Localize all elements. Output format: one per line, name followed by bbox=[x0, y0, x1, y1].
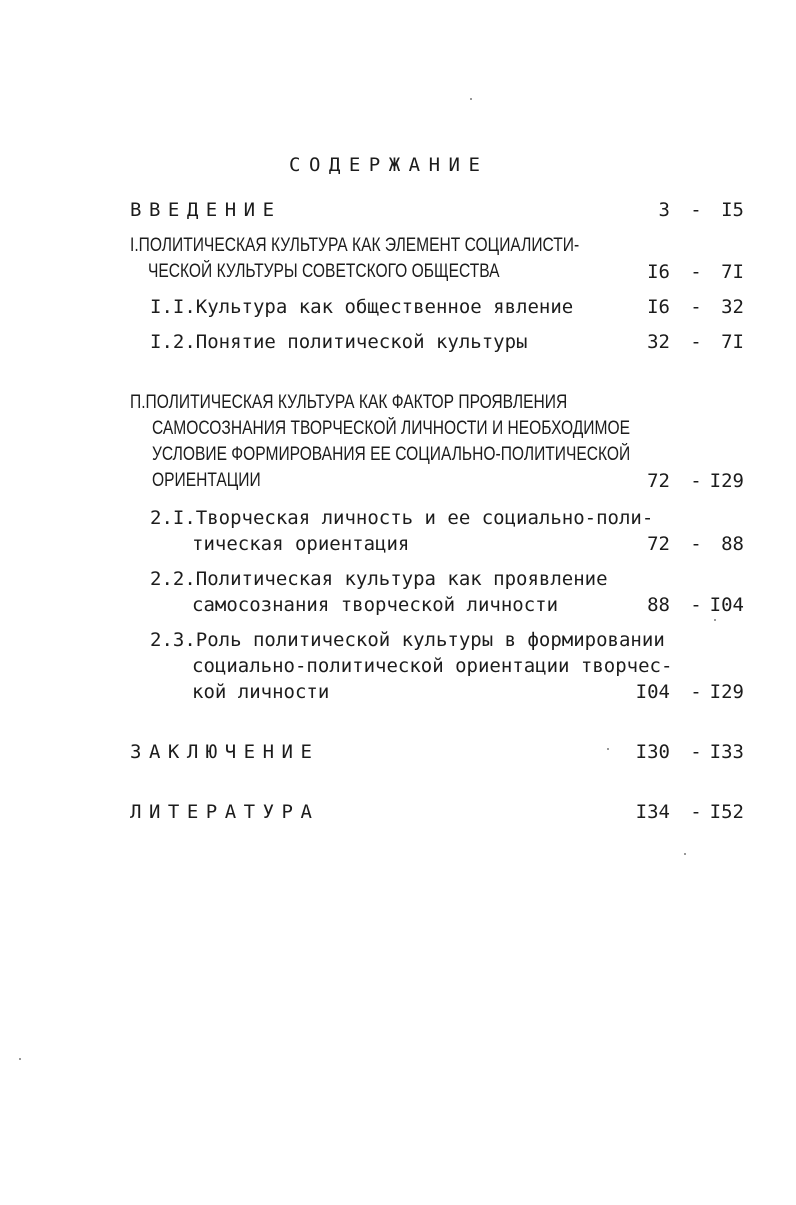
toc-page-from: 3 bbox=[658, 199, 670, 221]
page-title: СОДЕРЖАНИЕ bbox=[289, 154, 489, 176]
toc-entry-label-line: тическая ориентация bbox=[192, 533, 410, 555]
toc-page-dash: - bbox=[690, 296, 702, 318]
toc-page-to: I5 bbox=[721, 199, 744, 221]
toc-entry-label-line: УСЛОВИЕ ФОРМИРОВАНИЯ ЕЕ СОЦИАЛЬНО-ПОЛИТИЧЕСКОЙ bbox=[152, 444, 631, 465]
toc-page-to: 88 bbox=[721, 533, 744, 555]
toc-entry-label: I.2.Понятие политической культуры bbox=[150, 331, 528, 353]
toc-entry-label-line: 2.I.Творческая личность и ее социально-поли- bbox=[150, 507, 654, 529]
toc-page-from: 88 bbox=[647, 594, 670, 616]
scan-speck bbox=[684, 853, 686, 855]
toc-entry-label-line: социально-политической ориентации творчес- bbox=[192, 655, 673, 677]
scan-speck bbox=[714, 619, 716, 621]
toc-entry-label-line: ЧЕСКОЙ КУЛЬТУРЫ СОВЕТСКОГО ОБЩЕСТВА bbox=[148, 261, 500, 282]
toc-page-to: 7I bbox=[721, 331, 744, 353]
toc-page-from: I6 bbox=[647, 296, 670, 318]
toc-page-from: I34 bbox=[635, 801, 670, 823]
toc-page-dash: - bbox=[690, 594, 702, 616]
toc-page-to: I52 bbox=[709, 801, 744, 823]
toc-entry-label: ЗАКЛЮЧЕНИЕ bbox=[130, 741, 320, 763]
toc-entry-label: ВВЕДЕНИЕ bbox=[130, 199, 282, 221]
toc-page-to: 32 bbox=[721, 296, 744, 318]
toc-page-from: I04 bbox=[635, 681, 670, 703]
toc-page-from: I30 bbox=[635, 741, 670, 763]
toc-page-dash: - bbox=[690, 261, 702, 283]
toc-page-to: I29 bbox=[709, 470, 744, 492]
toc-entry-label: I.I.Культура как общественное явление bbox=[150, 296, 574, 318]
toc-entry-label-line: 2.2.Политическая культура как проявление bbox=[150, 568, 608, 590]
toc-entry-label-line: ОРИЕНТАЦИИ bbox=[152, 470, 261, 491]
toc-entry-label-line: САМОСОЗНАНИЯ ТВОРЧЕСКОЙ ЛИЧНОСТИ И НЕОБХОДИМОЕ bbox=[152, 418, 631, 439]
toc-entry-label-line: самосознания творческой личности bbox=[192, 594, 559, 616]
toc-page-dash: - bbox=[690, 331, 702, 353]
toc-entry-label-line: кой личности bbox=[192, 681, 330, 703]
toc-page-to: 7I bbox=[721, 261, 744, 283]
toc-page-dash: - bbox=[690, 741, 702, 763]
toc-page-dash: - bbox=[690, 533, 702, 555]
toc-page-dash: - bbox=[690, 801, 702, 823]
toc-entry-label-line: П.ПОЛИТИЧЕСКАЯ КУЛЬТУРА КАК ФАКТОР ПРОЯВЛЕНИЯ bbox=[130, 392, 568, 413]
toc-page-to: I29 bbox=[709, 681, 744, 703]
scan-speck bbox=[470, 98, 472, 100]
toc-page-from: 32 bbox=[647, 331, 670, 353]
toc-entry-label-line: 2.3.Роль политической культуры в формировании bbox=[150, 629, 665, 651]
toc-page-to: I33 bbox=[709, 741, 744, 763]
toc-page-dash: - bbox=[690, 681, 702, 703]
toc-page-from: 72 bbox=[647, 533, 670, 555]
toc-page-to: I04 bbox=[709, 594, 744, 616]
toc-page-from: 72 bbox=[647, 470, 670, 492]
toc-entry-label: ЛИТЕРАТУРА bbox=[130, 801, 320, 823]
toc-entry-label-line: I.ПОЛИТИЧЕСКАЯ КУЛЬТУРА КАК ЭЛЕМЕНТ СОЦИАЛИСТИ- bbox=[130, 235, 580, 256]
toc-page-from: I6 bbox=[647, 261, 670, 283]
scan-speck bbox=[607, 748, 609, 750]
scan-speck bbox=[19, 1058, 21, 1060]
toc-page-dash: - bbox=[690, 199, 702, 221]
toc-page-dash: - bbox=[690, 470, 702, 492]
